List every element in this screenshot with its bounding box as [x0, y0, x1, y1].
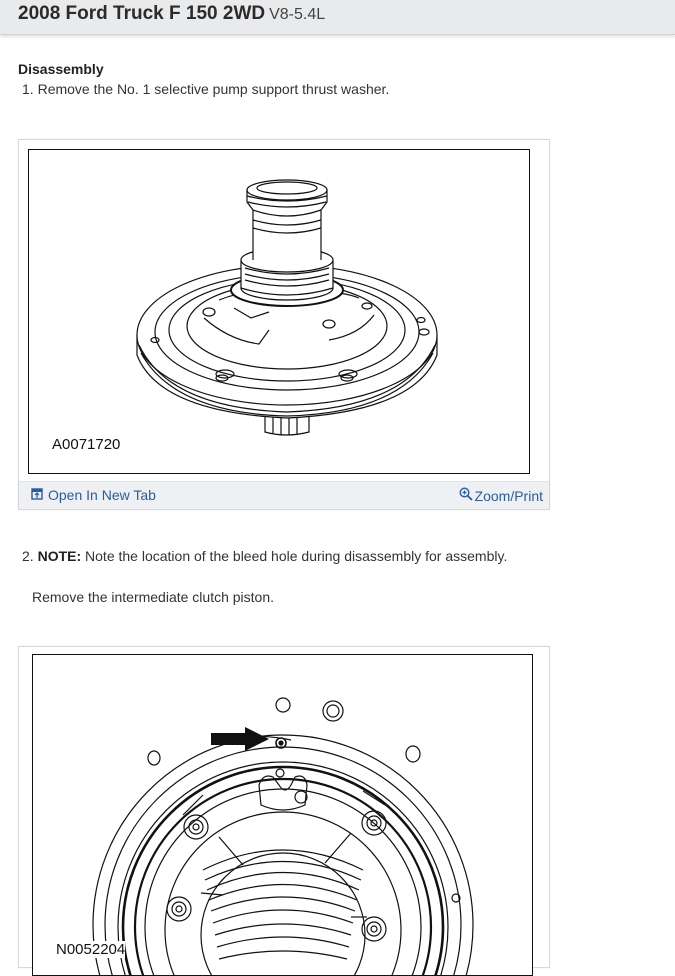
figure-card-1 — [18, 139, 550, 510]
step-text: Remove the No. 1 selective pump support thrust washer. — [37, 81, 390, 97]
figure-image-1 — [28, 149, 530, 474]
step-text: Note the location of the bleed hole during disassembly for assembly. — [85, 548, 508, 564]
figure-id-label: N0052204 — [56, 941, 126, 958]
vehicle-title — [18, 3, 325, 25]
figure-image-2 — [32, 654, 533, 976]
note-label: NOTE: — [37, 548, 82, 564]
open-new-tab-icon — [31, 487, 43, 503]
zoom-print-label: Zoom/Print — [474, 487, 543, 504]
pump-support-illustration — [29, 150, 529, 473]
clutch-piston-illustration — [33, 655, 532, 975]
engine-label: V8-5.4L — [269, 6, 326, 23]
step-2-subtext: Remove the intermediate clutch piston. — [32, 589, 275, 605]
step-number: 2. — [22, 548, 34, 564]
figure-card-2 — [18, 646, 550, 968]
step-2 — [22, 548, 507, 564]
open-in-new-tab-link[interactable] — [31, 487, 156, 503]
vehicle-name: 2008 Ford Truck F 150 2WD — [18, 3, 266, 24]
page-header — [0, 0, 675, 35]
figure-id-label: A0071720 — [52, 436, 121, 453]
magnifier-plus-icon — [459, 487, 473, 504]
open-in-new-tab-label: Open In New Tab — [48, 487, 156, 503]
step-number: 1. — [22, 81, 34, 97]
section-title: Disassembly — [18, 61, 104, 77]
zoom-print-link[interactable] — [459, 487, 543, 504]
step-1 — [22, 81, 389, 97]
figure-toolbar-1 — [19, 481, 549, 509]
